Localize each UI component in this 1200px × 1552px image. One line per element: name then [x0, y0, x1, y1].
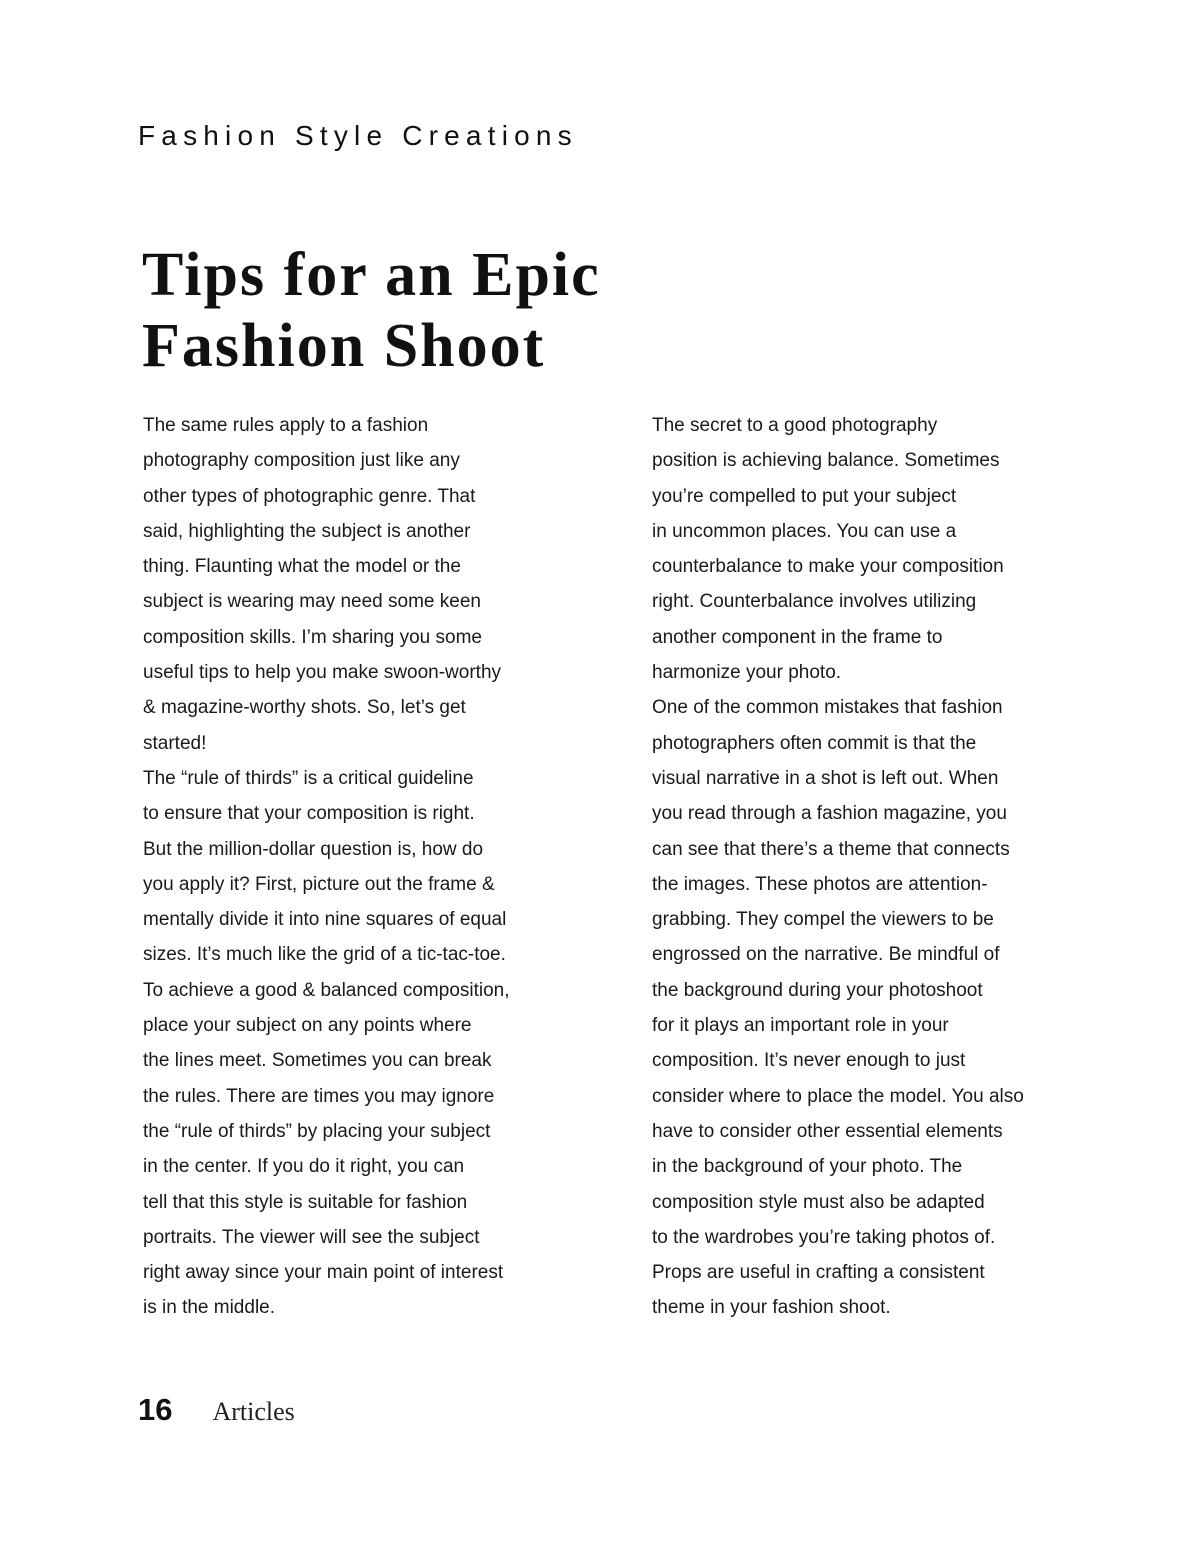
brand-name: Fashion Style Creations: [138, 120, 578, 151]
body-text-line: you read through a fashion magazine, you: [652, 803, 1007, 825]
body-text-line: mentally divide it into nine squares of equal: [143, 909, 507, 931]
body-text-line: subject is wearing may need some keen: [143, 591, 481, 613]
left-text-column: [143, 408, 510, 1326]
body-text-line: engrossed on the narrative. Be mindful of: [652, 944, 1000, 966]
body-text-line: The “rule of thirds” is a critical guideline: [143, 767, 474, 789]
article-title: [142, 240, 601, 382]
body-text-line: grabbing. They compel the viewers to be: [652, 909, 994, 931]
body-text-line: visual narrative in a shot is left out. When: [652, 767, 999, 789]
section-name: Articles: [212, 1397, 295, 1426]
body-text-line: to the wardrobes you’re taking photos of.: [652, 1226, 996, 1248]
body-text-line: can see that there’s a theme that connects: [652, 838, 1010, 860]
body-text-line: counterbalance to make your composition: [652, 556, 1004, 578]
body-text-line: thing. Flaunting what the model or the: [143, 556, 461, 578]
body-text-line: you apply it? First, picture out the frame &: [143, 873, 495, 895]
body-text-line: the images. These photos are attention-: [652, 873, 988, 895]
body-text-line: photography composition just like any: [143, 450, 460, 472]
body-text-line: right. Counterbalance involves utilizing: [652, 591, 977, 613]
body-text-line: photographers often commit is that the: [652, 732, 977, 754]
body-text-line: Props are useful in crafting a consistent: [652, 1262, 985, 1284]
body-text-line: the rules. There are times you may ignore: [143, 1085, 495, 1107]
article-title-line: Fashion Shoot: [142, 312, 546, 380]
body-text-line: you’re compelled to put your subject: [652, 485, 957, 507]
body-text-line: right away since your main point of interest: [143, 1262, 504, 1284]
body-text-line: in the center. If you do it right, you can: [143, 1156, 465, 1178]
body-text-line: the background during your photoshoot: [652, 979, 983, 1001]
body-text-line: place your subject on any points where: [143, 1015, 472, 1037]
body-text-line: One of the common mistakes that fashion: [652, 697, 1003, 719]
body-text-line: harmonize your photo.: [652, 662, 842, 684]
body-text-line: other types of photographic genre. That: [143, 485, 476, 507]
body-text-line: in uncommon places. You can use a: [652, 520, 957, 542]
body-text-line: theme in your fashion shoot.: [652, 1297, 891, 1319]
body-text-line: The secret to a good photography: [652, 415, 938, 436]
body-text-line: for it plays an important role in your: [652, 1015, 949, 1037]
body-text-line: another component in the frame to: [652, 626, 943, 648]
body-text-line: composition skills. I’m sharing you some: [143, 626, 482, 648]
body-text-line: consider where to place the model. You also: [652, 1085, 1024, 1107]
body-text-line: have to consider other essential elements: [652, 1120, 1003, 1142]
body-text-line: To achieve a good & balanced composition,: [143, 979, 510, 1001]
body-text-line: tell that this style is suitable for fashion: [143, 1191, 468, 1213]
body-text-line: position is achieving balance. Sometimes: [652, 450, 1000, 472]
body-text-line: said, highlighting the subject is another: [143, 520, 471, 542]
body-text-line: portraits. The viewer will see the subject: [143, 1226, 480, 1248]
body-text-line: composition style must also be adapted: [652, 1191, 985, 1213]
body-text-line: & magazine-worthy shots. So, let’s get: [143, 697, 466, 719]
body-text-line: useful tips to help you make swoon-worthy: [143, 662, 502, 684]
page-number: 16: [138, 1392, 173, 1427]
article-title-line: Tips for an Epic: [142, 241, 601, 309]
page-footer: [138, 1392, 295, 1436]
body-text-line: But the million-dollar question is, how do: [143, 838, 484, 860]
body-text-line: the “rule of thirds” by placing your subject: [143, 1120, 491, 1142]
body-text-line: started!: [143, 732, 207, 754]
body-text-line: is in the middle.: [143, 1297, 276, 1319]
body-text-line: the lines meet. Sometimes you can break: [143, 1050, 492, 1072]
body-text-line: sizes. It’s much like the grid of a tic-tac-toe.: [143, 944, 506, 966]
body-text-line: composition. It’s never enough to just: [652, 1050, 966, 1072]
body-text-line: to ensure that your composition is right.: [143, 803, 475, 825]
right-text-column: [652, 408, 1024, 1326]
body-text-line: The same rules apply to a fashion: [143, 415, 429, 436]
body-text-line: in the background of your photo. The: [652, 1156, 963, 1178]
